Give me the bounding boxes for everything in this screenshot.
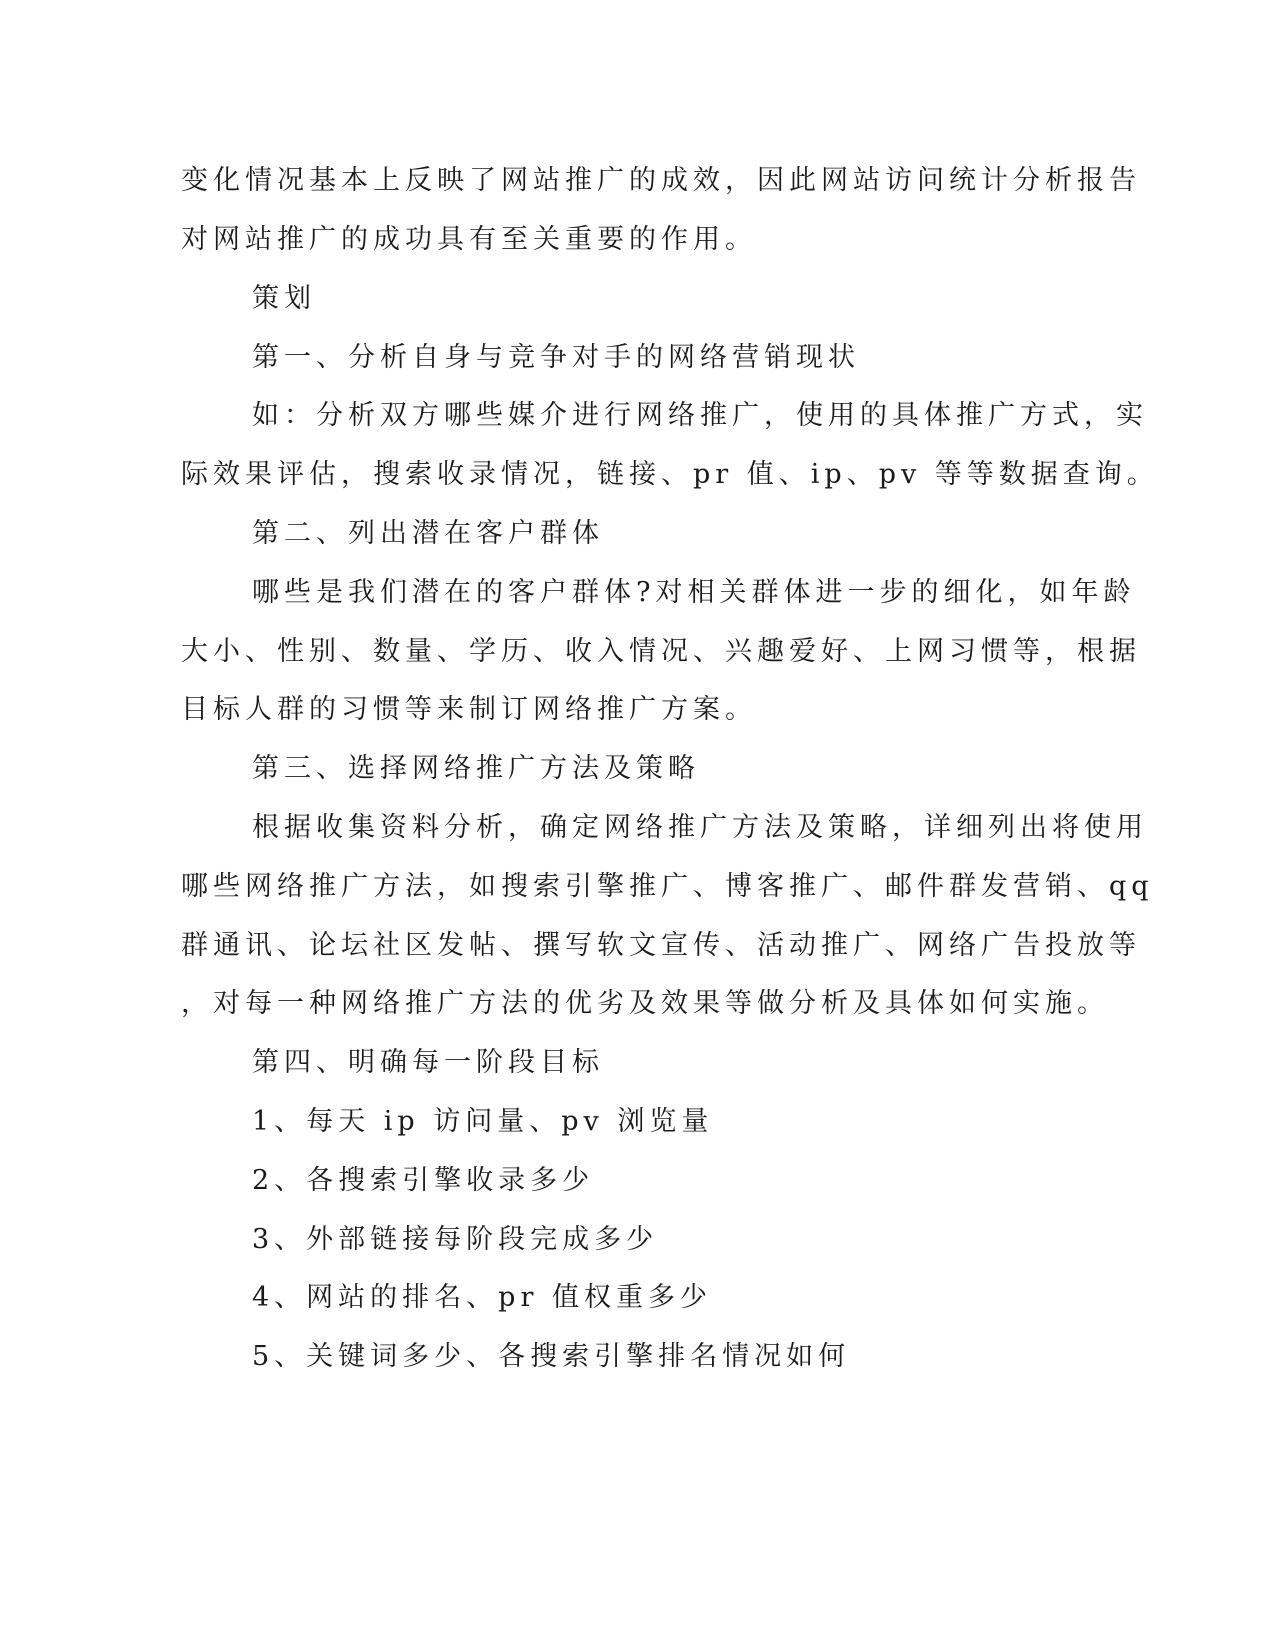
paragraph-line: 目标人群的习惯等来制订网络推广方案。 [181, 694, 757, 725]
section-heading: 第三、选择网络推广方法及策略 [252, 753, 700, 784]
list-item: 3、外部链接每阶段完成多少 [252, 1224, 659, 1255]
paragraph-line: 大小、性别、数量、学历、收入情况、兴趣爱好、上网习惯等，根据 [181, 636, 1141, 667]
list-item: 1、每天 ip 访问量、pv 浏览量 [252, 1106, 714, 1137]
list-item: 4、网站的排名、pr 值权重多少 [252, 1282, 712, 1313]
paragraph-line: 对网站推广的成功具有至关重要的作用。 [181, 224, 757, 255]
paragraph-line: 根据收集资料分析，确定网络推广方法及策略，详细列出将使用 [252, 812, 1148, 843]
section-heading: 第四、明确每一阶段目标 [252, 1047, 604, 1078]
paragraph-line: 变化情况基本上反映了网站推广的成效，因此网站访问统计分析报告 [181, 165, 1141, 196]
paragraph-line: 哪些是我们潜在的客户群体?对相关群体进一步的细化，如年龄 [252, 577, 1136, 608]
paragraph-line: 际效果评估，搜索收录情况，链接、pr 值、ip、pv 等等数据查询。 [181, 459, 1159, 490]
paragraph-line: 如：分析双方哪些媒介进行网络推广，使用的具体推广方式，实 [252, 400, 1148, 431]
paragraph-line: 哪些网络推广方法，如搜索引擎推广、博客推广、邮件群发营销、qq [181, 871, 1154, 902]
list-item: 5、关键词多少、各搜索引擎排名情况如何 [252, 1341, 851, 1372]
section-heading: 第一、分析自身与竞争对手的网络营销现状 [252, 342, 860, 373]
section-heading: 策划 [252, 283, 316, 314]
list-item: 2、各搜索引擎收录多少 [252, 1165, 595, 1196]
section-heading: 第二、列出潜在客户群体 [252, 518, 604, 549]
paragraph-line: 群通讯、论坛社区发帖、撰写软文宣传、活动推广、网络广告投放等 [181, 930, 1141, 961]
paragraph-line: ，对每一种网络推广方法的优劣及效果等做分析及具体如何实施。 [181, 988, 1109, 1019]
